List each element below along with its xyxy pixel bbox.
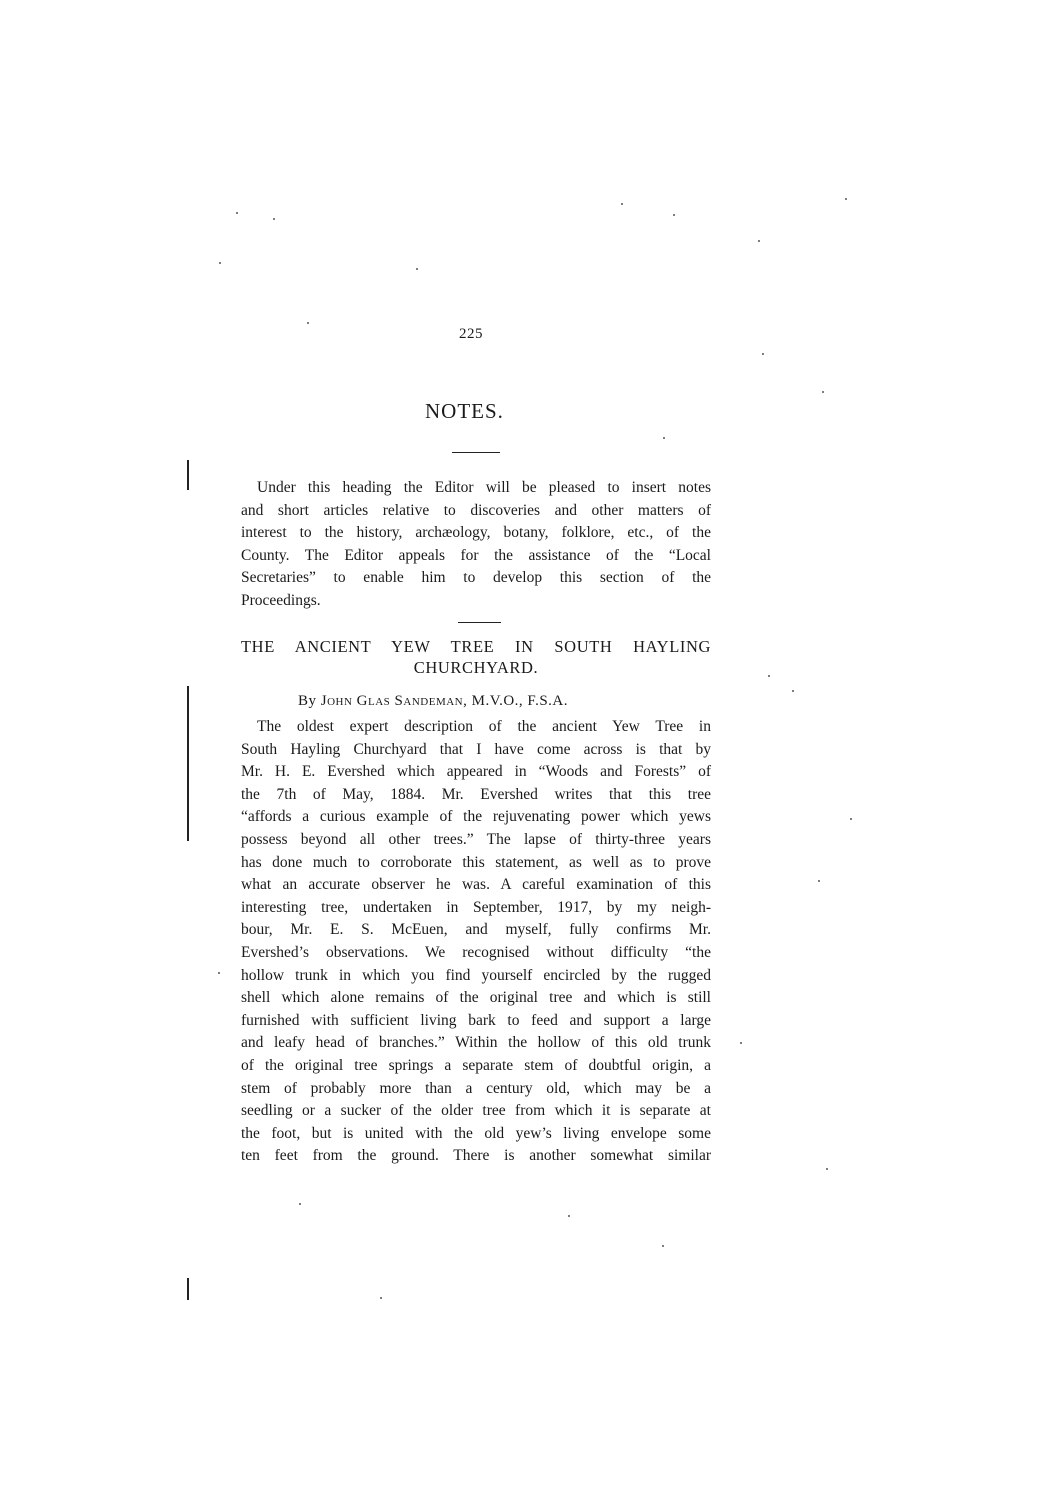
scan-speck bbox=[273, 218, 275, 220]
text-line: South Hayling Churchyard that I have come across is that by bbox=[241, 740, 711, 758]
byline bbox=[298, 693, 568, 710]
scan-speck bbox=[299, 1203, 301, 1205]
text-line: bour, Mr. E. S. McEuen, and myself, fully confirms Mr. bbox=[241, 921, 711, 939]
section-rule bbox=[458, 622, 501, 623]
text-line: what an accurate observer he was. A careful examination of this bbox=[241, 876, 711, 894]
text-line: County. The Editor appeals for the assistance of the “Local bbox=[241, 546, 711, 564]
scan-speck bbox=[663, 437, 665, 439]
scan-speck bbox=[822, 391, 824, 393]
scan-speck bbox=[568, 1215, 570, 1217]
scan-speck bbox=[416, 268, 418, 270]
text-line: Secretaries” to enable him to develop this section of the bbox=[241, 569, 711, 587]
text-line: possess beyond all other trees.” The lapse of thirty-three years bbox=[241, 830, 711, 848]
article-body bbox=[241, 716, 711, 1168]
byline-prefix: By bbox=[298, 693, 317, 709]
text-line: hollow trunk in which you find yourself encircled by the rugged bbox=[241, 966, 711, 984]
intro-paragraph bbox=[241, 477, 711, 613]
article-title-line: THE ANCIENT YEW TREE IN SOUTH HAYLING bbox=[241, 637, 711, 656]
scan-speck bbox=[845, 198, 847, 200]
text-line: and leafy head of branches.” Within the hollow of this old trunk bbox=[241, 1034, 711, 1052]
section-heading: NOTES. bbox=[425, 399, 504, 423]
text-line: interesting tree, undertaken in September, 1917, by my neigh- bbox=[241, 898, 711, 916]
text-line: Evershed’s observations. We recognised without difficulty “the bbox=[241, 943, 711, 961]
text-line: interest to the history, archæology, botany, folklore, etc., of the bbox=[241, 524, 711, 542]
scan-speck bbox=[850, 818, 852, 820]
text-line: has done much to corroborate this statement, as well as to prove bbox=[241, 853, 711, 871]
text-line: and short articles relative to discoveries and other matters of bbox=[241, 501, 711, 519]
margin-mark bbox=[187, 1278, 189, 1300]
scan-speck bbox=[621, 203, 623, 205]
text-line: shell which alone remains of the original tree and which is still bbox=[241, 989, 711, 1007]
margin-mark bbox=[187, 686, 189, 841]
scan-speck bbox=[380, 1297, 382, 1299]
page-number: 225 bbox=[459, 326, 483, 342]
scan-speck bbox=[218, 972, 220, 974]
text-line: “affords a curious example of the rejuvenating power which yews bbox=[241, 808, 711, 826]
text-line: the 7th of May, 1884. Mr. Evershed writes that this tree bbox=[241, 785, 711, 803]
article-title-line: CHURCHYARD. bbox=[413, 658, 539, 677]
author-name: John Glas Sandeman bbox=[320, 693, 464, 709]
text-line: Mr. H. E. Evershed which appeared in “Woods and Forests” of bbox=[241, 763, 711, 781]
scan-speck bbox=[826, 1168, 828, 1170]
text-line: furnished with sufficient living bark to feed and support a large bbox=[241, 1011, 711, 1029]
text-line: seedling or a sucker of the older tree from which it is separate at bbox=[241, 1102, 711, 1120]
text-line: the foot, but is united with the old yew’s living envelope some bbox=[241, 1124, 711, 1142]
scan-speck bbox=[762, 353, 764, 355]
text-line: of the original tree springs a separate stem of doubtful origin, a bbox=[241, 1056, 711, 1074]
text-line: ten feet from the ground. There is another somewhat similar bbox=[241, 1147, 711, 1165]
text-line: stem of probably more than a century old, which may be a bbox=[241, 1079, 711, 1097]
heading-rule bbox=[452, 452, 500, 453]
scan-speck bbox=[219, 262, 221, 264]
text-line: Proceedings. bbox=[241, 591, 321, 609]
author-credentials: , M.V.O., F.S.A. bbox=[463, 693, 568, 709]
scan-speck bbox=[792, 690, 794, 692]
text-line: Under this heading the Editor will be pleased to insert notes bbox=[257, 479, 711, 496]
scan-speck bbox=[673, 214, 675, 216]
scan-speck bbox=[307, 322, 309, 324]
scan-speck bbox=[758, 240, 760, 242]
text-line: The oldest expert description of the ancient Yew Tree in bbox=[257, 718, 711, 735]
margin-mark bbox=[187, 460, 189, 490]
scan-speck bbox=[740, 1042, 742, 1044]
scan-speck bbox=[818, 880, 820, 882]
scan-speck bbox=[236, 212, 238, 214]
scan-speck bbox=[768, 675, 770, 677]
scan-speck bbox=[662, 1245, 664, 1247]
article-title bbox=[241, 636, 711, 678]
